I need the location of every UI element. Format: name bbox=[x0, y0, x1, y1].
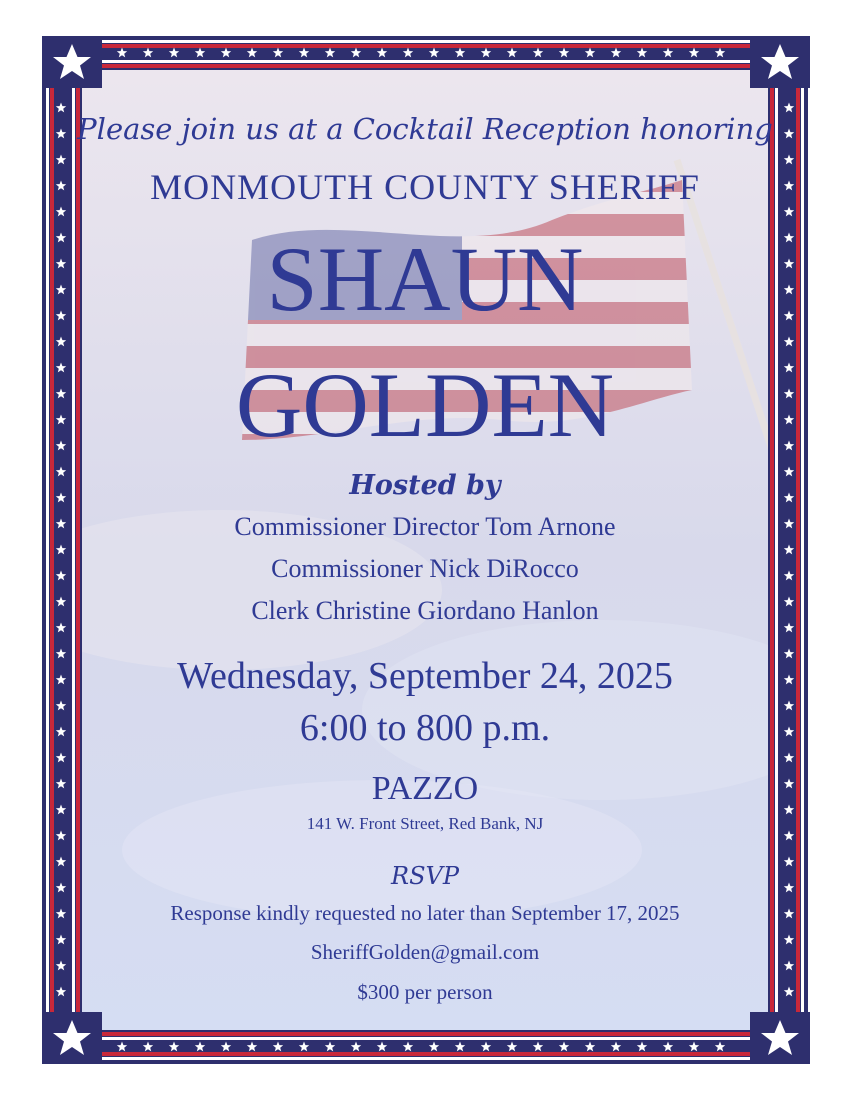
ticket-price: $300 per person bbox=[357, 980, 493, 1004]
host-1: Commissioner Director Tom Arnone bbox=[234, 512, 616, 541]
host-2: Commissioner Nick DiRocco bbox=[271, 554, 579, 583]
venue-name: PAZZO bbox=[371, 770, 479, 807]
honoree-last-name: GOLDEN bbox=[235, 354, 615, 456]
host-3: Clerk Christine Giordano Hanlon bbox=[251, 596, 599, 625]
honoree-first-name: SHAUN bbox=[266, 228, 584, 330]
intro-text: Please join us at a Cocktail Reception honoring bbox=[77, 112, 773, 146]
rsvp-note: Response kindly requested no later than September 17, 2025 bbox=[170, 901, 680, 925]
rsvp-label: RSVP bbox=[391, 862, 459, 890]
hosted-by-label: Hosted by bbox=[349, 470, 501, 501]
rsvp-email[interactable]: SheriffGolden@gmail.com bbox=[310, 940, 540, 964]
event-date: Wednesday, September 24, 2025 bbox=[177, 655, 673, 697]
event-time: 6:00 to 800 p.m. bbox=[299, 707, 551, 749]
venue-address: 141 W. Front Street, Red Bank, NJ bbox=[306, 814, 544, 833]
office-title: MONMOUTH COUNTY SHERIFF bbox=[150, 167, 700, 207]
